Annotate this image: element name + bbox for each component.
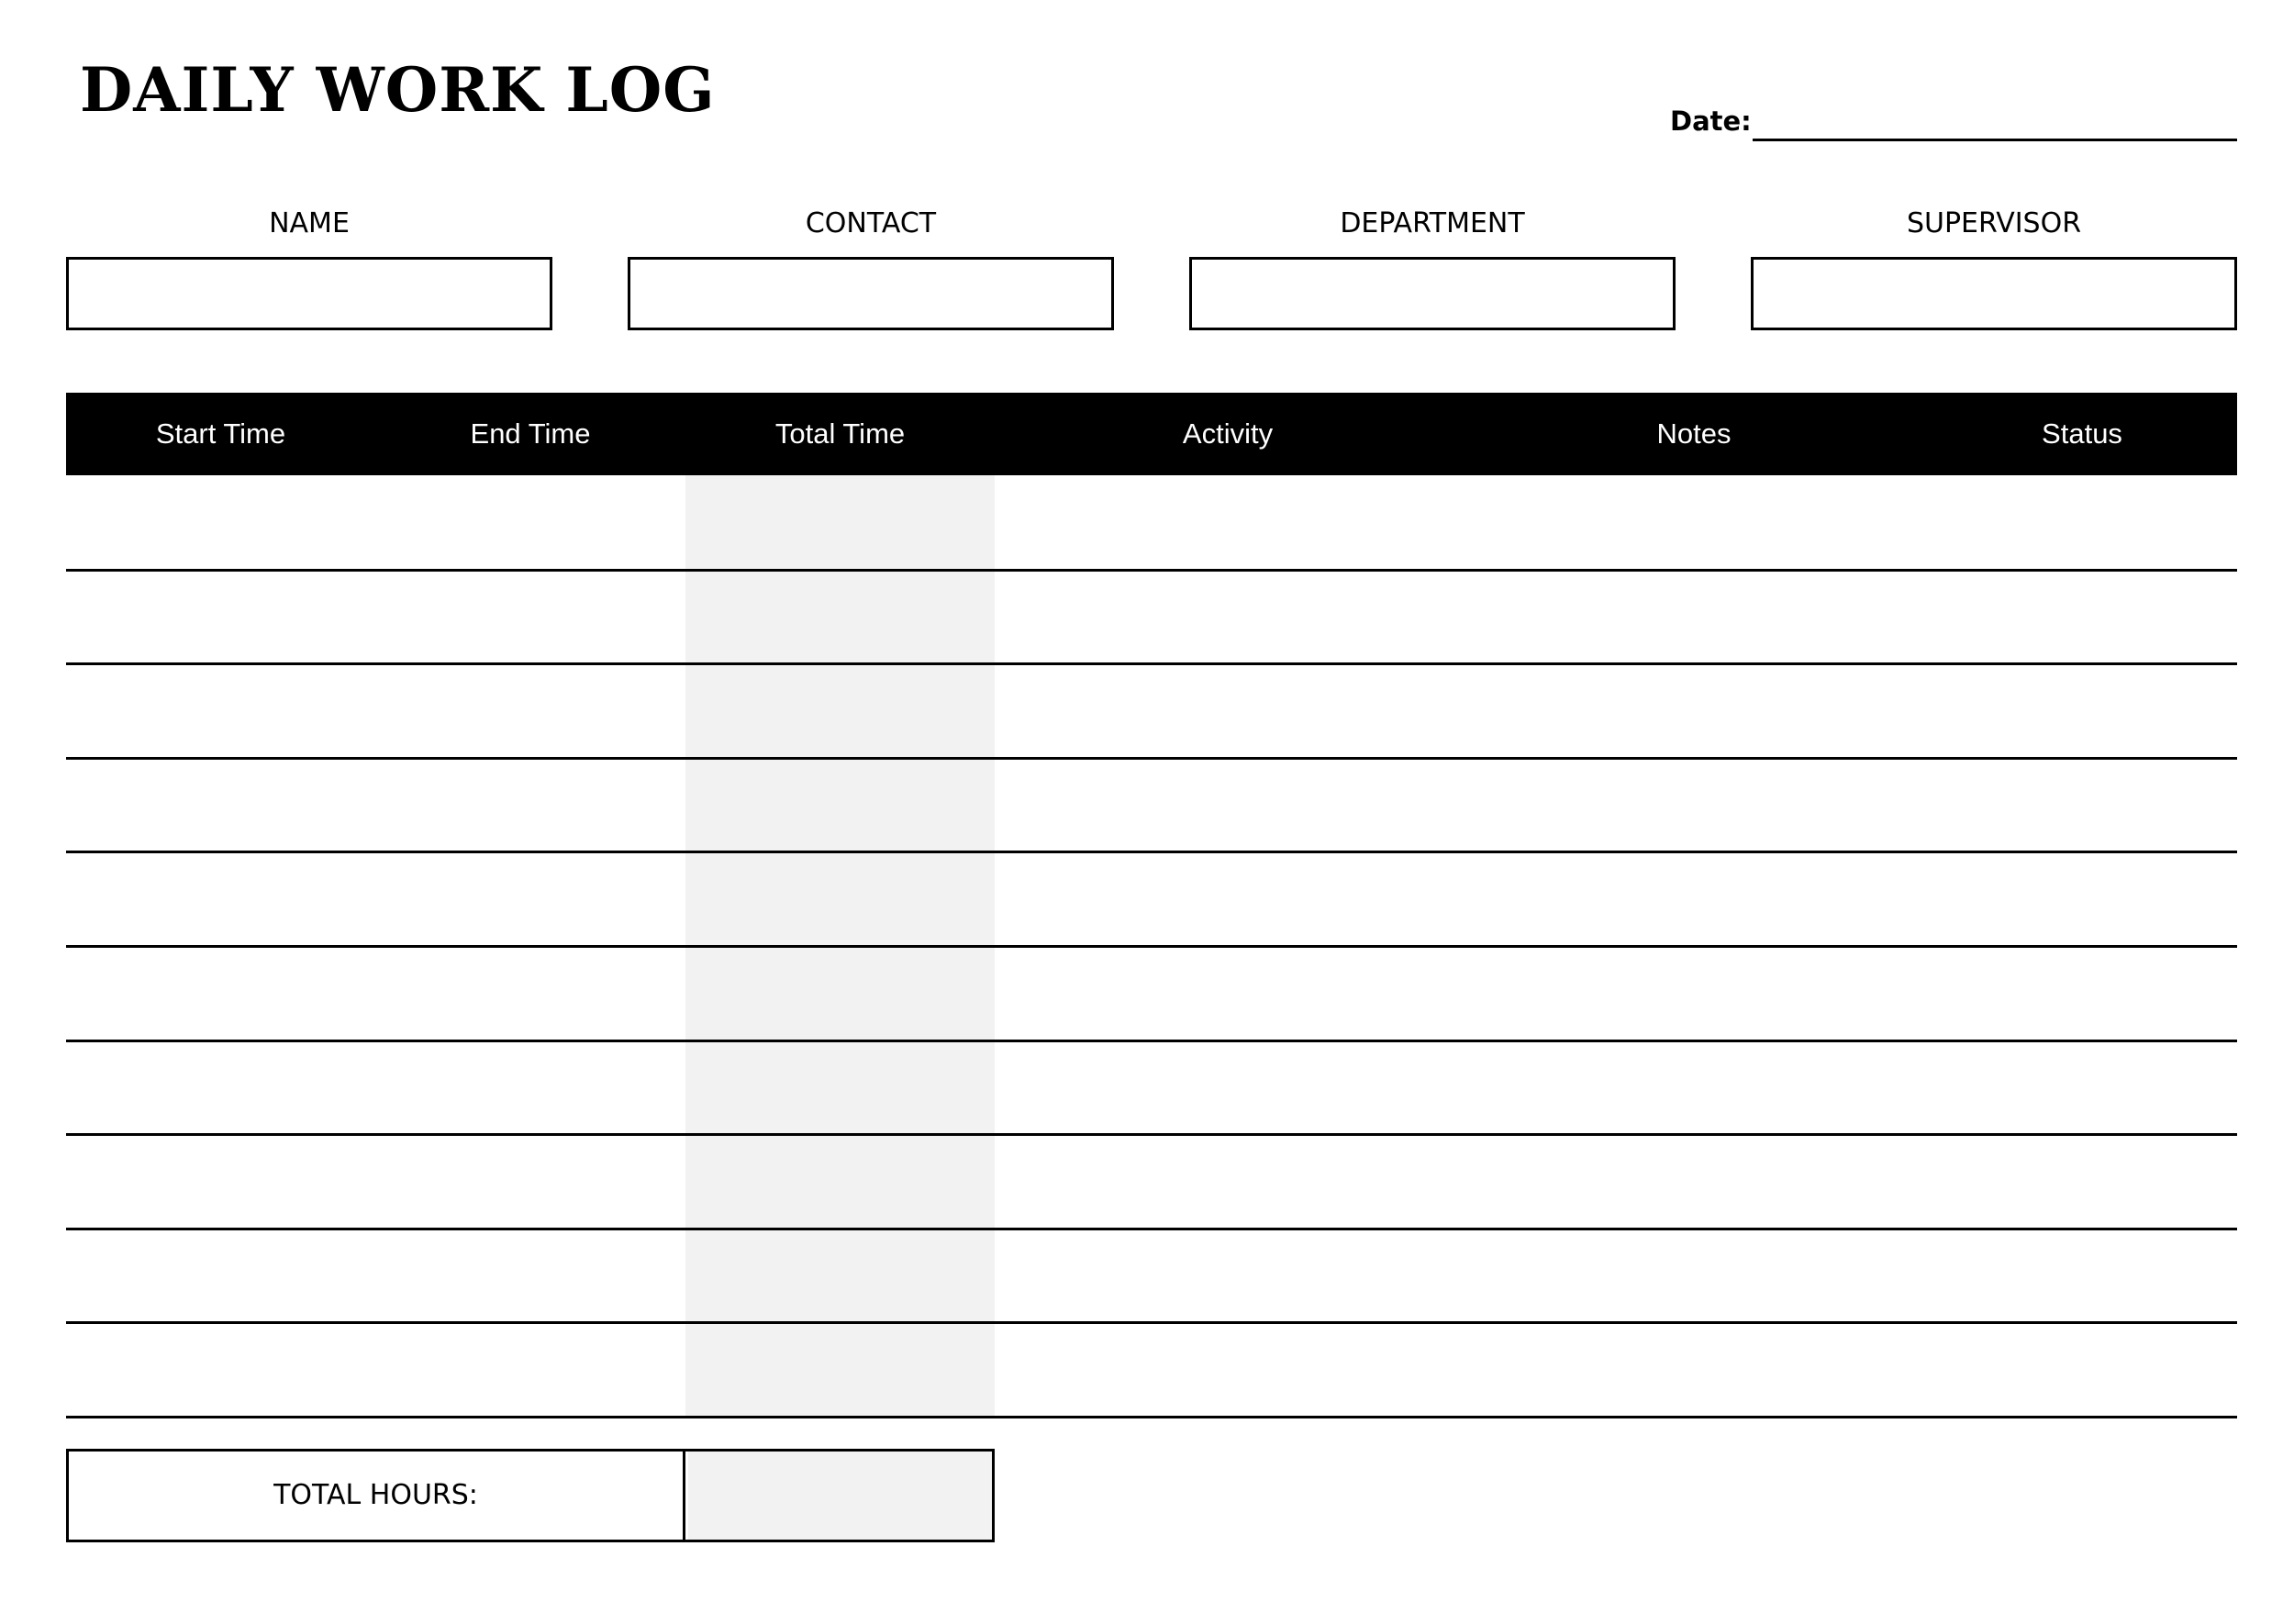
column-header-end-time: End Time xyxy=(470,417,591,450)
table-header xyxy=(66,393,2237,475)
table-row-line xyxy=(66,757,2237,760)
total-hours-label: TOTAL HOURS: xyxy=(69,1452,685,1540)
table-row-line xyxy=(66,945,2237,948)
column-header-activity: Activity xyxy=(1182,417,1274,450)
table-row-line xyxy=(66,1133,2237,1136)
table-row-line xyxy=(66,1228,2237,1230)
field-label-contact: CONTACT xyxy=(805,207,937,239)
contact-field[interactable] xyxy=(628,257,1114,330)
total-hours-box xyxy=(66,1449,995,1542)
date-field-line[interactable] xyxy=(1753,139,2237,141)
column-header-total-time: Total Time xyxy=(774,417,906,450)
column-header-start-time: Start Time xyxy=(155,417,286,450)
field-label-name: NAME xyxy=(269,207,350,239)
table-row-line xyxy=(66,662,2237,665)
table-row-line xyxy=(66,851,2237,853)
page-title: DAILY WORK LOG xyxy=(80,54,716,126)
field-label-department: DEPARTMENT xyxy=(1340,207,1525,239)
column-header-notes: Notes xyxy=(1656,417,1732,450)
table-row-line xyxy=(66,1321,2237,1324)
department-field[interactable] xyxy=(1189,257,1676,330)
supervisor-field[interactable] xyxy=(1751,257,2237,330)
total-hours-field[interactable] xyxy=(688,1452,992,1540)
table-row-line xyxy=(66,569,2237,572)
field-label-supervisor: SUPERVISOR xyxy=(1906,207,2082,239)
table-row-line xyxy=(66,1416,2237,1418)
date-label: Date: xyxy=(1670,106,1752,137)
table-row-line xyxy=(66,1040,2237,1042)
name-field[interactable] xyxy=(66,257,552,330)
column-header-status: Status xyxy=(2042,417,2122,450)
